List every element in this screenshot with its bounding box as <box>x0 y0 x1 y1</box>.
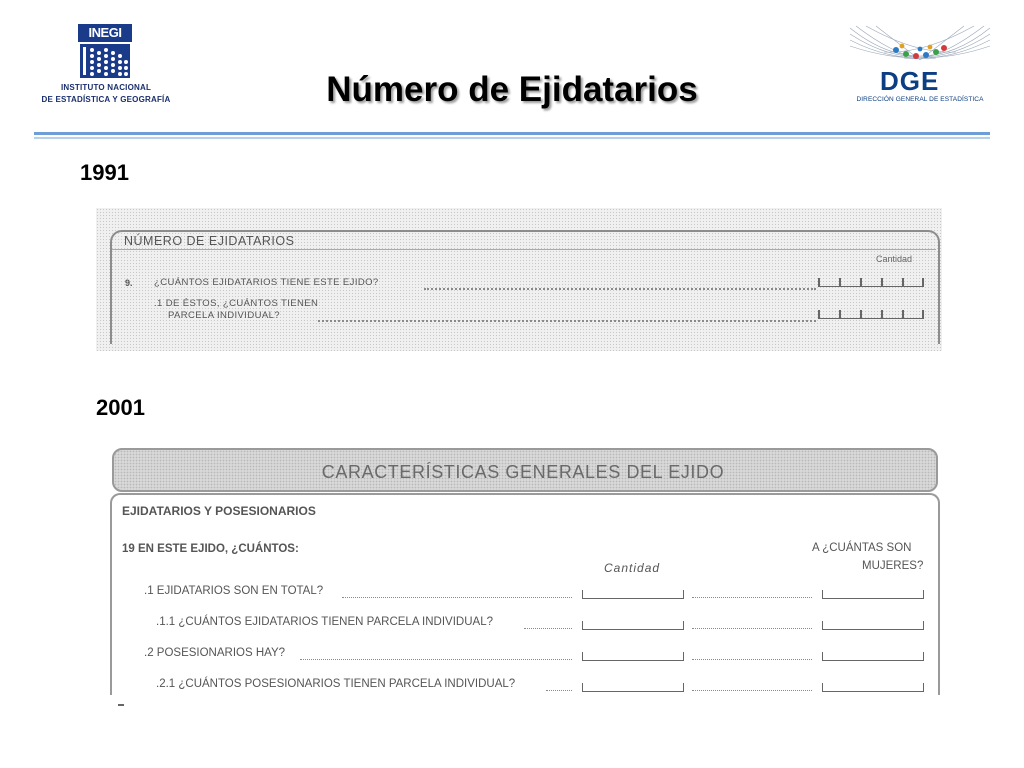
digit-boxes <box>818 278 924 287</box>
questionnaire-2001-scan <box>110 436 940 712</box>
header-divider <box>34 132 990 135</box>
dot-leader <box>342 597 572 598</box>
dot-leader <box>524 628 572 629</box>
inegi-logo-line2: DE ESTADÍSTICA Y GEOGRAFÍA <box>41 95 171 104</box>
dot-leader <box>424 288 816 290</box>
women-answer-box <box>822 590 924 599</box>
form-banner-title: CARACTERÍSTICAS GENERALES DEL EJIDO <box>321 462 725 482</box>
dot-leader <box>692 628 812 629</box>
women-column-label-line1: A ¿CUÁNTAS SON <box>812 542 912 554</box>
question-9-text: ¿CUÁNTOS EJIDATARIOS TIENE ESTE EJIDO? <box>154 277 379 288</box>
quantity-answer-box <box>582 652 684 661</box>
dot-leader <box>692 659 812 660</box>
inegi-logo-word: INEGI <box>78 24 132 42</box>
women-answer-box <box>822 621 924 630</box>
dot-leader <box>692 597 812 598</box>
question-row-label: .1.1 ¿CUÁNTOS EJIDATARIOS TIENEN PARCELA INDIVIDUAL? <box>156 616 493 628</box>
quantity-answer-box <box>582 590 684 599</box>
quantity-column-label: Cantidad <box>876 254 913 264</box>
header-divider-light <box>34 137 990 139</box>
question-number: 9. <box>125 278 133 288</box>
year-label-2001: 2001 <box>96 395 145 420</box>
dge-logo <box>846 24 994 108</box>
question-19-text: 19 EN ESTE EJIDO, ¿CUÁNTOS: <box>122 543 299 555</box>
quantity-column-label: Cantidad <box>604 561 661 575</box>
quantity-answer-box <box>582 621 684 630</box>
dot-leader <box>318 320 816 322</box>
form-header: NÚMERO DE EJIDATARIOS <box>124 234 295 248</box>
page-title: Número de Ejidatarios <box>326 70 698 109</box>
form-header-rule <box>112 249 936 250</box>
question-row-label: .1 EJIDATARIOS SON EN TOTAL? <box>144 585 324 597</box>
question-9-1-line1: .1 DE ÉSTOS, ¿CUÁNTOS TIENEN <box>154 298 319 309</box>
dge-logo-subtitle: DIRECCIÓN GENERAL DE ESTADÍSTICA <box>856 96 984 103</box>
dot-leader <box>300 659 572 660</box>
dot-leader <box>692 690 812 691</box>
inegi-logo-line1: INSTITUTO NACIONAL <box>60 83 152 92</box>
women-answer-box <box>822 683 924 692</box>
year-label-1991: 1991 <box>80 160 129 185</box>
crop-mark <box>118 704 124 706</box>
dge-logo-word: DGE <box>880 66 940 96</box>
women-column-label-line2: MUJERES? <box>862 560 924 572</box>
digit-boxes <box>818 310 924 319</box>
dot-leader <box>546 690 572 691</box>
questionnaire-1991-scan <box>96 208 942 351</box>
form-section-title: EJIDATARIOS Y POSESIONARIOS <box>122 504 316 518</box>
quantity-answer-box <box>582 683 684 692</box>
question-row-label: .2 POSESIONARIOS HAY? <box>144 647 286 659</box>
question-9-1-line2: PARCELA INDIVIDUAL? <box>168 310 280 321</box>
question-row-label: .2.1 ¿CUÁNTOS POSESIONARIOS TIENEN PARCELA INDIVIDUAL? <box>156 678 516 690</box>
women-answer-box <box>822 652 924 661</box>
